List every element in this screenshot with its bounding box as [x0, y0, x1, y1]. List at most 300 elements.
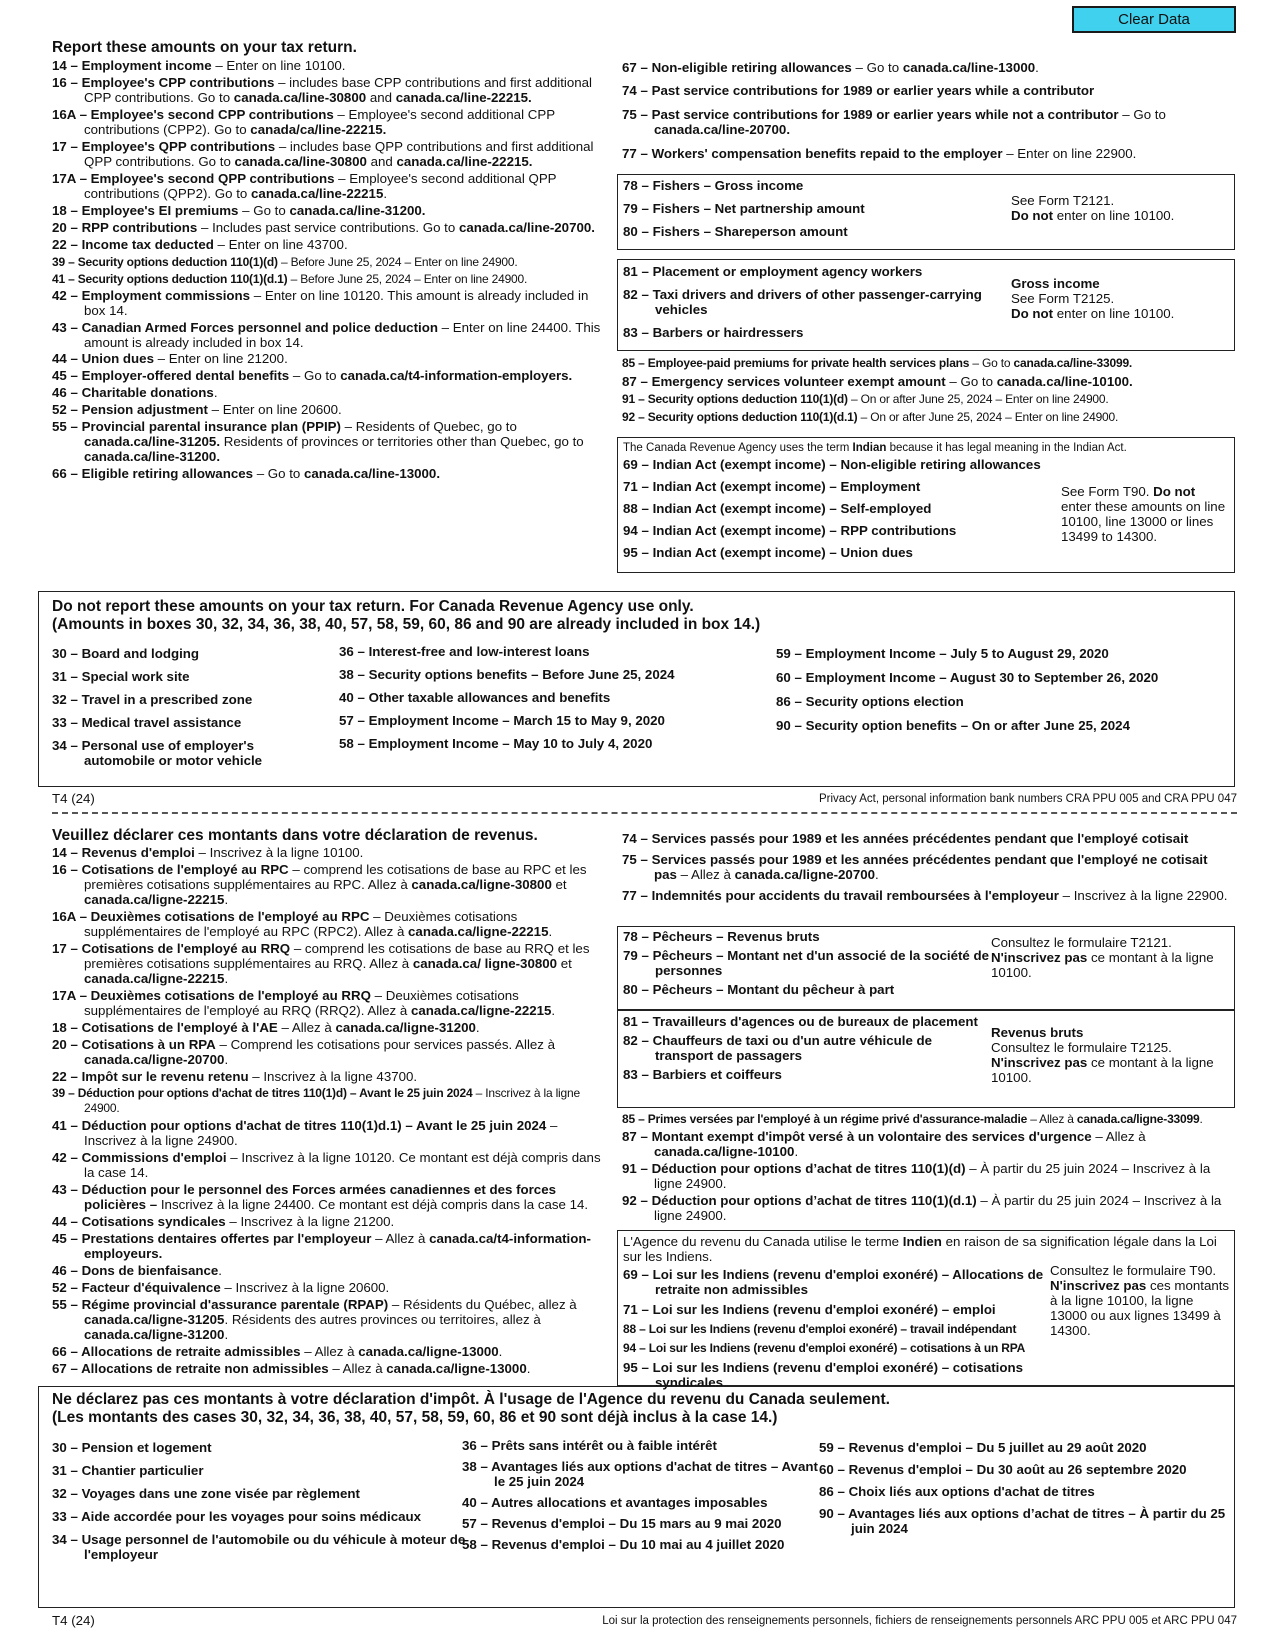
en-gross-note-bold: Do not	[1011, 306, 1054, 321]
item-bold-text: 87 – Montant exempt d'impôt versé à un volontaire des services d'urgence	[622, 1129, 1092, 1144]
list-item	[52, 107, 607, 137]
item-text: et	[551, 877, 567, 892]
list-item	[52, 1263, 612, 1278]
item-bold-text: 77 – Indemnités pour accidents du travail remboursées à l'employeur	[622, 888, 1059, 903]
item-text: – Enter on line 22900.	[1002, 146, 1137, 161]
list-item	[52, 845, 612, 860]
en-indian-note-bold: Do not	[1153, 484, 1196, 499]
item-bold-text: 22 – Impôt sur le revenu retenu	[52, 1069, 249, 1084]
list-item: 30 – Board and lodging	[52, 646, 200, 661]
item-bold-text: 41 – Déduction pour options d'achat de titres 110(1)d.1) – Avant le 25 juin 2024	[52, 1118, 547, 1133]
item-bold-text: canada.ca/line-13000.	[304, 466, 441, 481]
item-text: – Go to	[253, 466, 305, 481]
list-item: 81 – Placement or employment agency workers	[623, 264, 923, 279]
fr-fishers-note-line2: ce montant à la ligne 10100.	[991, 950, 1214, 980]
item-bold-text: canada.ca/ligne-22215	[84, 971, 225, 986]
en-privacy-note: Privacy Act, personal information bank numbers CRA PPU 005 and CRA PPU 047	[818, 793, 1237, 805]
list-item: 86 – Choix liés aux options d'achat de titres	[819, 1484, 1095, 1499]
item-text: .	[224, 1327, 229, 1342]
fr-indian-intro	[623, 1234, 1223, 1264]
item-bold-text: canada.ca/line-22215.	[395, 90, 532, 105]
item-bold-text: 14 – Revenus d'emploi	[52, 845, 195, 860]
list-item: 94 – Indian Act (exempt income) – RPP contributions	[623, 523, 957, 538]
item-text: and	[366, 90, 396, 105]
item-bold-text: 39 – Déduction pour options d'achat de titres 110(1)d) – Avant le 25 juin 2024	[52, 1086, 473, 1100]
list-item	[52, 1118, 612, 1148]
item-bold-text: canada.ca/line-31200.	[289, 203, 426, 218]
list-item: 60 – Employment Income – August 30 to September 26, 2020	[776, 670, 1159, 685]
list-item: 59 – Revenus d'emploi – Du 5 juillet au 29 août 2020	[819, 1440, 1147, 1455]
item-text: – On or after June 25, 2024 – Enter on line 24900.	[857, 410, 1119, 424]
item-bold-text: canada.ca/t4-information-employeurs.	[84, 1231, 591, 1261]
item-text: – Allez à	[328, 1361, 387, 1376]
list-item: 95 – Loi sur les Indiens (revenu d'emploi exonéré) – cotisations syndicales	[623, 1360, 1023, 1390]
cut-line	[52, 812, 1237, 814]
en-indian-intro-text2: because it has legal meaning in the Indian Act.	[886, 442, 1127, 454]
list-item	[52, 75, 607, 105]
en-fishers-note-line1: See Form T2121.	[1011, 193, 1115, 208]
en-indian-intro-text: The Canada Revenue Agency uses the term	[623, 442, 853, 454]
item-text: – Includes past service contributions. Go to	[197, 220, 459, 235]
item-text: Inscrivez à la ligne 24400. Ce montant est déjà compris dans la case 14.	[157, 1197, 589, 1212]
item-bold-text: canada.ca/line-22215.	[396, 154, 533, 169]
list-item: 31 – Chantier particulier	[52, 1463, 204, 1478]
item-bold-text: canada.ca/ligne-22215	[84, 892, 225, 907]
item-text: – Inscrivez à la ligne 10100.	[194, 845, 364, 860]
list-item: 78 – Fishers – Gross income	[623, 178, 804, 193]
item-text: .	[218, 1263, 222, 1278]
list-item: 33 – Medical travel assistance	[52, 715, 242, 730]
item-bold-text: 52 – Pension adjustment	[52, 402, 208, 417]
item-text: – Inscrivez à la ligne 24900.	[84, 1118, 558, 1148]
fr-fishers-items	[623, 929, 993, 1001]
en-cra-box	[38, 591, 1235, 787]
list-item	[622, 831, 1232, 846]
item-bold-text: 74 – Past service contributions for 1989 or earlier years while a contributor	[622, 83, 1095, 98]
item-bold-text: 44 – Cotisations syndicales	[52, 1214, 226, 1229]
item-text: – includes base QPP contributions and first additional QPP contributions. Go to	[84, 139, 594, 169]
fr-indian-intro-text: L'Agence du revenu du Canada utilise le terme	[623, 1234, 903, 1249]
item-bold-text: canada.ca/line-13000	[902, 60, 1036, 75]
item-text: – Enter on line 20600.	[207, 402, 342, 417]
item-bold-text: 18 – Cotisations de l'employé à l'AE	[52, 1020, 278, 1035]
list-item	[52, 368, 607, 383]
list-item	[52, 1361, 612, 1376]
item-text: – Enter on line 10100.	[211, 58, 346, 73]
item-bold-text: 17 – Cotisations de l'employé au RRQ	[52, 941, 291, 956]
list-item	[52, 988, 612, 1018]
item-text: .	[875, 867, 879, 882]
list-item	[622, 1129, 1232, 1159]
list-item: 40 – Autres allocations et avantages imposables	[462, 1495, 768, 1510]
item-bold-text: canada.ca/ligne-20700	[84, 1052, 225, 1067]
list-item: 80 – Fishers – Shareperson amount	[623, 224, 848, 239]
en-fishers-items	[623, 178, 865, 247]
list-item	[622, 107, 1222, 137]
list-item	[622, 374, 1232, 389]
item-text: – Allez à	[300, 1344, 359, 1359]
item-text: .	[1199, 1112, 1203, 1126]
fr-gross-note-bold: N'inscrivez pas	[991, 1055, 1088, 1070]
item-bold-text: canada.ca/ligne-22215	[408, 924, 549, 939]
en-cra-col1	[52, 646, 302, 776]
fr-gross-items	[623, 1014, 993, 1086]
item-bold-text: canada.ca/ligne-31205	[84, 1312, 225, 1327]
list-item	[52, 1069, 612, 1084]
fr-gross-note-line1: Consultez le formulaire T2125.	[991, 1040, 1172, 1055]
item-bold-text: 75 – Services passés pour 1989 et les années précédentes pendant que l'employé ne cotisait pas	[622, 852, 1208, 882]
item-text: .	[224, 892, 229, 907]
item-bold-text: 17A – Employee's second QPP contributions	[52, 171, 335, 186]
item-text: – Enter on line 24400. This amount is already included in box 14.	[84, 320, 601, 350]
item-bold-text: 20 – RPP contributions	[52, 220, 198, 235]
list-item	[52, 909, 612, 939]
list-item	[52, 385, 607, 400]
item-bold-text: 43 – Déduction pour le personnel des Forces armées canadiennes et des forces policières –	[52, 1182, 556, 1212]
item-text: . Résidents des autres provinces ou territoires, allez à	[224, 1312, 541, 1327]
item-text: .	[383, 186, 388, 201]
list-item	[52, 220, 607, 235]
item-text: .	[1035, 60, 1039, 75]
fr-gross-note-line2: ce montant à la ligne 10100.	[991, 1055, 1214, 1085]
item-bold-text: 52 – Facteur d'équivalence	[52, 1280, 221, 1295]
item-bold-text: 17 – Employee's QPP contributions	[52, 139, 276, 154]
en-indian-items	[623, 457, 1063, 567]
item-text: – Go to	[238, 203, 290, 218]
fr-fishers-note-line1: Consultez le formulaire T2121.	[991, 935, 1172, 950]
item-text: – Residents of Quebec, go to	[340, 419, 517, 434]
item-text: .	[498, 1344, 503, 1359]
en-left-column	[52, 58, 607, 483]
item-text: – Allez à	[676, 867, 735, 882]
list-item	[52, 1037, 612, 1067]
item-bold-text: 77 – Workers' compensation benefits repaid to the employer	[622, 146, 1003, 161]
item-text: .	[213, 385, 218, 400]
list-item: 82 – Chauffeurs de taxi ou d'un autre véhicule de transport de passagers	[623, 1033, 933, 1063]
item-text: et	[557, 956, 572, 971]
item-text: – comprend les cotisations de base au RRQ et les premières cotisations supplémentaires au RRQ. Allez à	[84, 941, 590, 971]
en-indian-intro-bold: Indian	[852, 442, 887, 454]
list-item	[622, 392, 1232, 407]
list-item: 71 – Indian Act (exempt income) – Employment	[623, 479, 921, 494]
item-text: – Enter on line 21200.	[153, 351, 288, 366]
fr-right-top-column	[622, 831, 1232, 909]
en-indian-note	[1061, 484, 1226, 544]
item-text: – Before June 25, 2024 – Enter on line 24900.	[287, 272, 528, 286]
en-cra-heading2: (Amounts in boxes 30, 32, 34, 36, 38, 40, 57, 58, 59, 60, 86 and 90 are already included in box 14.)	[52, 616, 761, 633]
list-item	[52, 288, 607, 318]
list-item	[622, 1161, 1232, 1191]
item-bold-text: canada.ca/line-10100.	[996, 374, 1133, 389]
item-bold-text: canada.ca/line-22215	[251, 186, 384, 201]
en-indian-note-text2: enter these amounts on line 10100, line 13000 or lines 13499 to 14300.	[1061, 499, 1226, 544]
list-item	[52, 1231, 612, 1261]
item-text: .	[224, 1052, 229, 1067]
list-item	[622, 1193, 1232, 1223]
fr-indian-note-bold: N'inscrivez pas	[1050, 1278, 1147, 1293]
fr-form-id: T4 (24)	[52, 1613, 95, 1628]
item-text: – Inscrivez à la ligne 20600.	[220, 1280, 390, 1295]
item-bold-text: 46 – Dons de bienfaisance	[52, 1263, 219, 1278]
list-item: 90 – Security option benefits – On or after June 25, 2024	[776, 718, 1130, 733]
item-text: – Inscrivez à la ligne 24900.	[84, 1086, 580, 1115]
list-item	[622, 888, 1232, 903]
list-item: 81 – Travailleurs d'agences ou de bureaux de placement	[623, 1014, 978, 1029]
list-item: 88 – Loi sur les Indiens (revenu d'emploi exonéré) – travail indépendant	[623, 1322, 1017, 1336]
fr-indian-note	[1050, 1263, 1230, 1338]
list-item: 69 – Loi sur les Indiens (revenu d'emploi exonéré) – Allocations de retraite non admissibles	[623, 1267, 1044, 1297]
item-bold-text: 87 – Emergency services volunteer exempt amount	[622, 374, 946, 389]
item-bold-text: 46 – Charitable donations	[52, 385, 214, 400]
item-bold-text: 22 – Income tax deducted	[52, 237, 214, 252]
item-bold-text: canada.ca/line-30800	[233, 90, 367, 105]
item-bold-text: 55 – Provincial parental insurance plan (PPIP)	[52, 419, 341, 434]
item-bold-text: 74 – Services passés pour 1989 et les années précédentes pendant que l'employé cotisait	[622, 831, 1189, 846]
fr-indian-intro-bold: Indien	[902, 1234, 942, 1249]
clear-data-button[interactable]: Clear Data	[1072, 6, 1236, 33]
list-item	[52, 419, 607, 464]
item-bold-text: 55 – Régime provincial d'assurance parentale (RPAP)	[52, 1297, 389, 1312]
list-item: 90 – Avantages liés aux options d’achat de titres – À partir du 25 juin 2024	[819, 1506, 1226, 1536]
en-fishers-box	[617, 174, 1235, 250]
item-bold-text: canada.ca/line-20700.	[654, 122, 791, 137]
list-item	[622, 60, 1222, 75]
list-item: 31 – Special work site	[52, 669, 190, 684]
fr-gross-note	[991, 1025, 1226, 1085]
item-text: .	[475, 1020, 480, 1035]
list-item: 32 – Travel in a prescribed zone	[52, 692, 253, 707]
item-text: and	[366, 154, 397, 169]
list-item	[52, 203, 607, 218]
list-item	[52, 1344, 612, 1359]
item-bold-text: 16 – Cotisations de l'employé au RPC	[52, 862, 289, 877]
fr-cra-heading2: (Les montants des cases 30, 32, 34, 36, 38, 40, 57, 58, 59, 60, 86 et 90 sont déjà inclus à la case 14.)	[52, 1409, 778, 1426]
item-text: – comprend les cotisations de base au RPC et les premières cotisations supplémentaires au RPC. Allez à	[84, 862, 587, 892]
fr-cra-col3	[819, 1440, 1229, 1543]
item-text: .	[794, 1144, 799, 1159]
item-bold-text: 67 – Allocations de retraite non admissibles	[52, 1361, 329, 1376]
list-item	[52, 1280, 612, 1295]
list-item	[52, 351, 607, 366]
item-bold-text: 91 – Déduction pour options d’achat de titres 110(1)(d)	[622, 1161, 966, 1176]
en-gross-items	[623, 264, 1003, 348]
list-item	[622, 83, 1222, 98]
item-text: – Allez à	[1027, 1112, 1077, 1126]
item-text: – Inscrivez à la ligne 10120. Ce montant est déjà compris dans la case 14.	[84, 1150, 601, 1180]
fr-cra-box	[38, 1386, 1235, 1608]
fr-left-column	[52, 845, 612, 1378]
item-bold-text: 17A – Deuxièmes cotisations de l'employé au RRQ	[52, 988, 371, 1003]
item-bold-text: 16 – Employee's CPP contributions	[52, 75, 275, 90]
item-bold-text: 75 – Past service contributions for 1989 or earlier years while not a contributor	[622, 107, 1119, 122]
item-text: – Employee's second additional CPP contributions (CPP2). Go to	[84, 107, 555, 137]
item-text: – Comprend les cotisations pour services passés. Allez à	[215, 1037, 556, 1052]
fr-fishers-note	[991, 935, 1226, 980]
item-text: .	[551, 1003, 556, 1018]
item-bold-text: canada.ca/ligne-13000	[358, 1344, 499, 1359]
item-bold-text: canada.ca/ligne-13000	[386, 1361, 527, 1376]
list-item	[622, 1112, 1232, 1127]
list-item: 34 – Usage personnel de l'automobile ou du véhicule à moteur de l'employeur	[52, 1532, 466, 1562]
fr-right-mid-column	[622, 1112, 1232, 1225]
item-bold-text: 91 – Security options deduction 110(1)(d)	[622, 392, 848, 406]
item-bold-text: canada/ca/line-22215.	[250, 122, 387, 137]
item-bold-text: canada.ca/ligne-10100	[654, 1144, 795, 1159]
item-bold-text: 43 – Canadian Armed Forces personnel and police deduction	[52, 320, 438, 335]
item-text: .	[548, 924, 553, 939]
item-text: – Go to	[851, 60, 903, 75]
list-item: 30 – Pension et logement	[52, 1440, 212, 1455]
en-gross-note-line2: enter on line 10100.	[1053, 306, 1175, 321]
list-item: 40 – Other taxable allowances and benefits	[339, 690, 611, 705]
en-fishers-note-bold: Do not	[1011, 208, 1054, 223]
item-text: – includes base CPP contributions and first additional CPP contributions. Go to	[84, 75, 592, 105]
item-bold-text: 44 – Union dues	[52, 351, 154, 366]
list-item	[52, 941, 612, 986]
list-item: 71 – Loi sur les Indiens (revenu d'emploi exonéré) – emploi	[623, 1302, 996, 1317]
list-item: 69 – Indian Act (exempt income) – Non-eligible retiring allowances	[623, 457, 1041, 472]
item-bold-text: 85 – Primes versées par l'employé à un régime privé d'assurance-maladie	[622, 1112, 1028, 1126]
list-item	[52, 1182, 612, 1212]
item-bold-text: canada.ca/ligne-22215	[410, 1003, 552, 1018]
list-item: 95 – Indian Act (exempt income) – Union dues	[623, 545, 913, 560]
list-item	[622, 146, 1222, 161]
list-item: 58 – Revenus d'emploi – Du 10 mai au 4 juillet 2020	[462, 1537, 785, 1552]
list-item: 57 – Employment Income – March 15 to May 9, 2020	[339, 713, 665, 728]
item-bold-text: 41 – Security options deduction 110(1)(d.1)	[52, 272, 288, 286]
item-text: – Allez à	[277, 1020, 336, 1035]
en-indian-intro	[623, 441, 1223, 456]
list-item	[52, 862, 612, 907]
item-bold-text: 18 – Employee's EI premiums	[52, 203, 239, 218]
en-right-mid-column	[622, 356, 1232, 428]
en-gross-title: Gross income	[1011, 276, 1100, 291]
item-text: Residents of provinces or territories other than Quebec, go to	[220, 434, 584, 449]
list-item	[622, 852, 1232, 882]
item-bold-text: 92 – Security options deduction 110(1)(d.1)	[622, 410, 858, 424]
fr-privacy-note: Loi sur la protection des renseignements personnels, fichiers de renseignements personnels ARC PPU 005 et ARC PPU 047	[602, 1615, 1237, 1627]
list-item: 33 – Aide accordée pour les voyages pour soins médicaux	[52, 1509, 422, 1524]
item-text: – Go to	[1118, 107, 1166, 122]
en-gross-box	[617, 259, 1235, 351]
en-indian-box	[617, 437, 1235, 573]
item-bold-text: 92 – Déduction pour options d’achat de titres 110(1)(d.1)	[622, 1193, 977, 1208]
list-item	[622, 410, 1232, 425]
item-bold-text: canada.ca/line-31205.	[84, 434, 221, 449]
list-item: 59 – Employment Income – July 5 to August 29, 2020	[776, 646, 1109, 661]
list-item	[52, 466, 607, 481]
list-item: 94 – Loi sur les Indiens (revenu d'emploi exonéré) – cotisations à un RPA	[623, 1341, 1026, 1355]
item-bold-text: canada.ca/ ligne-30800	[412, 956, 558, 971]
fr-report-heading: Veuillez déclarer ces montants dans votre déclaration de revenus.	[52, 827, 538, 844]
item-text: – Allez à	[1091, 1129, 1146, 1144]
fr-indian-box	[617, 1230, 1235, 1390]
item-bold-text: 42 – Employment commissions	[52, 288, 251, 303]
list-item	[52, 139, 607, 169]
item-bold-text: canada.ca/ligne-20700	[734, 867, 876, 882]
item-bold-text: 45 – Prestations dentaires offertes par l'employeur	[52, 1231, 372, 1246]
list-item	[52, 171, 607, 201]
item-bold-text: canada.ca/ligne-30800	[411, 877, 552, 892]
item-bold-text: 16A – Deuxièmes cotisations de l'employé au RPC	[52, 909, 370, 924]
fr-gross-box	[617, 1010, 1235, 1108]
list-item: 36 – Interest-free and low-interest loans	[339, 644, 590, 659]
list-item: 32 – Voyages dans une zone visée par règlement	[52, 1486, 360, 1501]
list-item: 79 – Pêcheurs – Montant net d'un associé de la société de personnes	[623, 948, 989, 978]
fr-indian-items	[623, 1267, 1048, 1395]
item-text: – Go to	[945, 374, 997, 389]
item-bold-text: 20 – Cotisations à un RPA	[52, 1037, 216, 1052]
en-cra-heading1: Do not report these amounts on your tax return. For Canada Revenue Agency use only.	[52, 598, 694, 615]
en-fishers-note	[1011, 193, 1226, 223]
list-item	[52, 255, 607, 270]
list-item	[52, 1020, 612, 1035]
list-item	[52, 320, 607, 350]
list-item: 57 – Revenus d'emploi – Du 15 mars au 9 mai 2020	[462, 1516, 782, 1531]
item-text: – Inscrivez à la ligne 21200.	[225, 1214, 395, 1229]
fr-fishers-note-bold: N'inscrivez pas	[991, 950, 1088, 965]
list-item: 78 – Pêcheurs – Revenus bruts	[623, 929, 820, 944]
item-text: – Deuxièmes cotisations supplémentaires de l'employé au RPC (RPC2). Allez à	[84, 909, 518, 939]
item-bold-text: canada.ca/line-30800	[234, 154, 367, 169]
item-bold-text: 45 – Employer-offered dental benefits	[52, 368, 290, 383]
list-item: 86 – Security options election	[776, 694, 964, 709]
item-text: – Go to	[289, 368, 341, 383]
item-text: – Enter on line 10120. This amount is already included in box 14.	[84, 288, 589, 318]
list-item	[52, 1150, 612, 1180]
item-bold-text: canada.ca/ligne-31200	[84, 1327, 225, 1342]
item-text: – Enter on line 43700.	[213, 237, 348, 252]
fr-cra-col1	[52, 1440, 482, 1570]
item-text: .	[526, 1361, 531, 1376]
en-cra-col3	[776, 646, 1226, 742]
fr-cra-heading1: Ne déclarez pas ces montants à votre déclaration d'impôt. À l'usage de l'Agence du revenu du Canada seulement.	[52, 1391, 890, 1408]
item-text: – Allez à	[371, 1231, 430, 1246]
item-text: – À partir du 25 juin 2024 – Inscrivez à la ligne 24900.	[654, 1161, 1211, 1191]
list-item: 36 – Prêts sans intérêt ou à faible intérêt	[462, 1438, 717, 1453]
item-bold-text: 85 – Employee-paid premiums for private health services plans	[622, 356, 970, 370]
item-text: – On or after June 25, 2024 – Enter on line 24900.	[847, 392, 1109, 406]
item-text: – Inscrivez à la ligne 22900.	[1058, 888, 1228, 903]
list-item	[52, 272, 607, 287]
item-bold-text: 39 – Security options deduction 110(1)(d)	[52, 255, 278, 269]
list-item: 79 – Fishers – Net partnership amount	[623, 201, 865, 216]
item-bold-text: 14 – Employment income	[52, 58, 212, 73]
en-gross-note	[1011, 276, 1226, 321]
list-item: 83 – Barbiers et coiffeurs	[623, 1067, 782, 1082]
item-bold-text: canada.ca/line-31200.	[84, 449, 221, 464]
list-item	[622, 356, 1232, 371]
item-bold-text: 16A – Employee's second CPP contributions	[52, 107, 334, 122]
en-report-heading: Report these amounts on your tax return.	[52, 39, 357, 56]
en-cra-col2	[339, 644, 779, 759]
item-text: .	[224, 971, 229, 986]
item-text: – Go to	[969, 356, 1014, 370]
fr-indian-intro-text2: en raison de sa signification légale dans la Loi sur les Indiens.	[623, 1234, 1217, 1264]
en-indian-note-text: See Form T90.	[1061, 484, 1154, 499]
item-text: – Before June 25, 2024 – Enter on line 24900.	[277, 255, 518, 269]
list-item: 83 – Barbers or hairdressers	[623, 325, 804, 340]
list-item: 80 – Pêcheurs – Montant du pêcheur à part	[623, 982, 895, 997]
fr-gross-title: Revenus bruts	[991, 1025, 1084, 1040]
en-fishers-note-line2: enter on line 10100.	[1053, 208, 1175, 223]
fr-cra-col2	[462, 1438, 832, 1558]
fr-fishers-box	[617, 926, 1235, 1010]
item-text: – Résidents du Québec, allez à	[388, 1297, 577, 1312]
en-right-top-column	[622, 60, 1222, 169]
item-bold-text: 67 – Non-eligible retiring allowances	[622, 60, 852, 75]
list-item	[52, 1297, 612, 1342]
